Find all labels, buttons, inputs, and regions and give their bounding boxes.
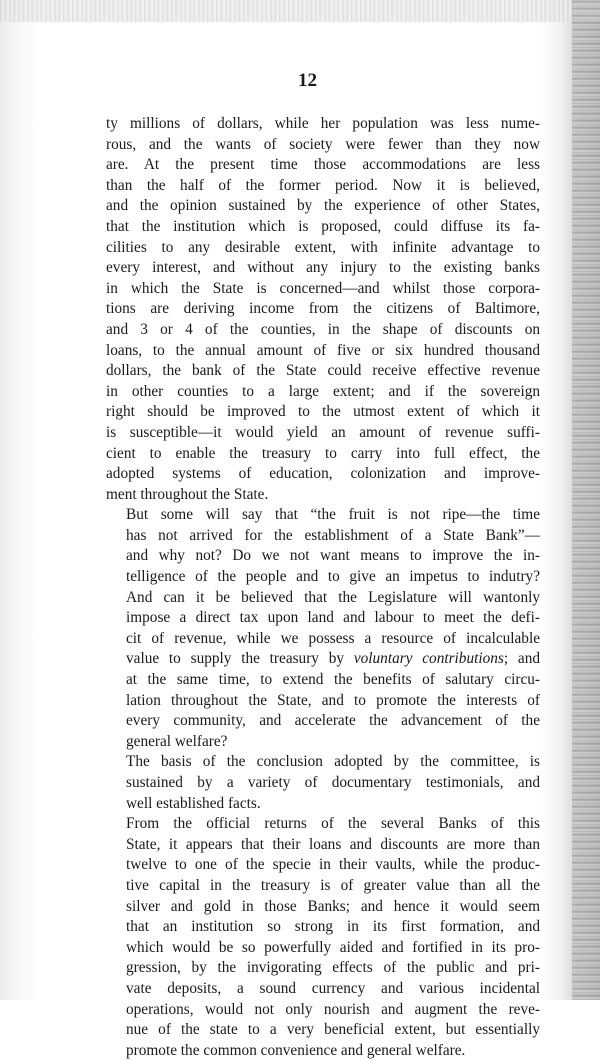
- text-line: promote the common convenience and general welfare.: [126, 1041, 466, 1059]
- text-line: is susceptible—it would yield an amount of revenue suffi-: [106, 423, 540, 441]
- page-number: 12: [298, 70, 317, 91]
- text-line: in which the State is concerned—and whilst those corpora-: [106, 279, 540, 297]
- text-line: sustained by a variety of documentary testimonials, and: [126, 774, 540, 791]
- text-line: cient to enable the treasury to carry into full effect, the: [106, 444, 540, 462]
- text-line: rous, and the wants of society were fewer than they now: [106, 135, 540, 153]
- text-line: in other counties to a large extent; and if the sovereign: [106, 382, 540, 400]
- text-line: telligence of the people and to give an impetus to indutry?: [126, 568, 540, 586]
- text-line: The basis of the conclusion adopted by the committee, is: [126, 753, 540, 771]
- text-line: silver and gold in those Banks; and hence it would seem: [126, 897, 540, 915]
- text-line: adopted systems of education, colonization and improve-: [106, 465, 540, 483]
- text-line: State, it appears that their loans and discounts are more than: [126, 835, 540, 853]
- text-line: are. At the present time those accommodations are less: [106, 156, 540, 174]
- text-line: has not arrived for the establishment of a State Bank”—: [126, 526, 540, 544]
- text-line: cilities to any desirable extent, with infinite advantage to: [106, 238, 540, 256]
- text-line: impose a direct tax upon land and labour to meet the defi-: [126, 609, 540, 627]
- text-line: twelve to one of the specie in their vaults, while the produc-: [126, 856, 540, 874]
- text-line: ment throughout the State.: [106, 485, 269, 503]
- text-line: at the same time, to extend the benefits of salutary circu-: [126, 671, 540, 689]
- text-line: which would be so powerfully aided and fortified in its pro-: [126, 938, 540, 956]
- paragraph: [106, 752, 540, 814]
- text-line: than the half of the former period. Now it is believed,: [106, 176, 540, 194]
- text-line: dollars, the bank of the State could receive effective revenue: [106, 362, 540, 380]
- text-line: right should be improved to the utmost extent of which it: [106, 403, 540, 421]
- text-line: and why not? Do we not want means to improve the in-: [126, 547, 540, 565]
- text-line: operations, would not only nourish and augment the reve-: [126, 1000, 540, 1018]
- text-line: vate deposits, a sound currency and various incidental: [126, 979, 540, 997]
- text-line: loans, to the annual amount of five or six hundred thousand: [106, 341, 540, 359]
- paragraph: [106, 814, 540, 1061]
- text-line: tions are deriving income from the citizens of Baltimore,: [106, 300, 540, 318]
- text-line: From the official returns of the several Banks of this: [126, 815, 540, 833]
- text-line: And can it be believed that the Legislature will wantonly: [126, 588, 540, 606]
- text-line: and the opinion sustained by the experience of other States,: [106, 197, 540, 215]
- text-line: general welfare?: [126, 732, 228, 750]
- text-line: every community, and accelerate the advancement of the: [126, 712, 540, 730]
- paragraph: [106, 114, 540, 505]
- text-line: nue of the state to a very beneficial extent, but essentially: [126, 1021, 540, 1039]
- text-line: cit of revenue, while we possess a resource of incalculable: [126, 629, 540, 647]
- text-line: ty millions of dollars, while her population was less nume-: [106, 115, 540, 132]
- paragraph: [106, 505, 540, 752]
- text-line: value to supply the treasury by voluntary contributions; and: [126, 650, 540, 668]
- text-line: But some will say that “the fruit is not ripe—the time: [126, 506, 540, 524]
- text-line: every interest, and without any injury to the existing banks: [106, 259, 540, 277]
- text-line: well established facts.: [126, 794, 261, 812]
- text-line: that the institution which is proposed, could diffuse its fa-: [106, 217, 540, 235]
- italic-phrase: voluntary contributions: [353, 650, 504, 668]
- page-top-edge: [0, 0, 600, 22]
- document-body: [106, 114, 540, 1061]
- text-line: lation throughout the State, and to promote the interests of: [126, 691, 540, 709]
- text-line: gression, by the invigorating effects of the public and pri-: [126, 959, 540, 977]
- text-line: tive capital in the treasury is of greater value than all the: [126, 876, 540, 894]
- text-line: that an institution so strong in its first formation, and: [126, 918, 540, 936]
- page-binding-edge: [572, 0, 600, 1000]
- text-line: and 3 or 4 of the counties, in the shape of discounts on: [106, 320, 540, 338]
